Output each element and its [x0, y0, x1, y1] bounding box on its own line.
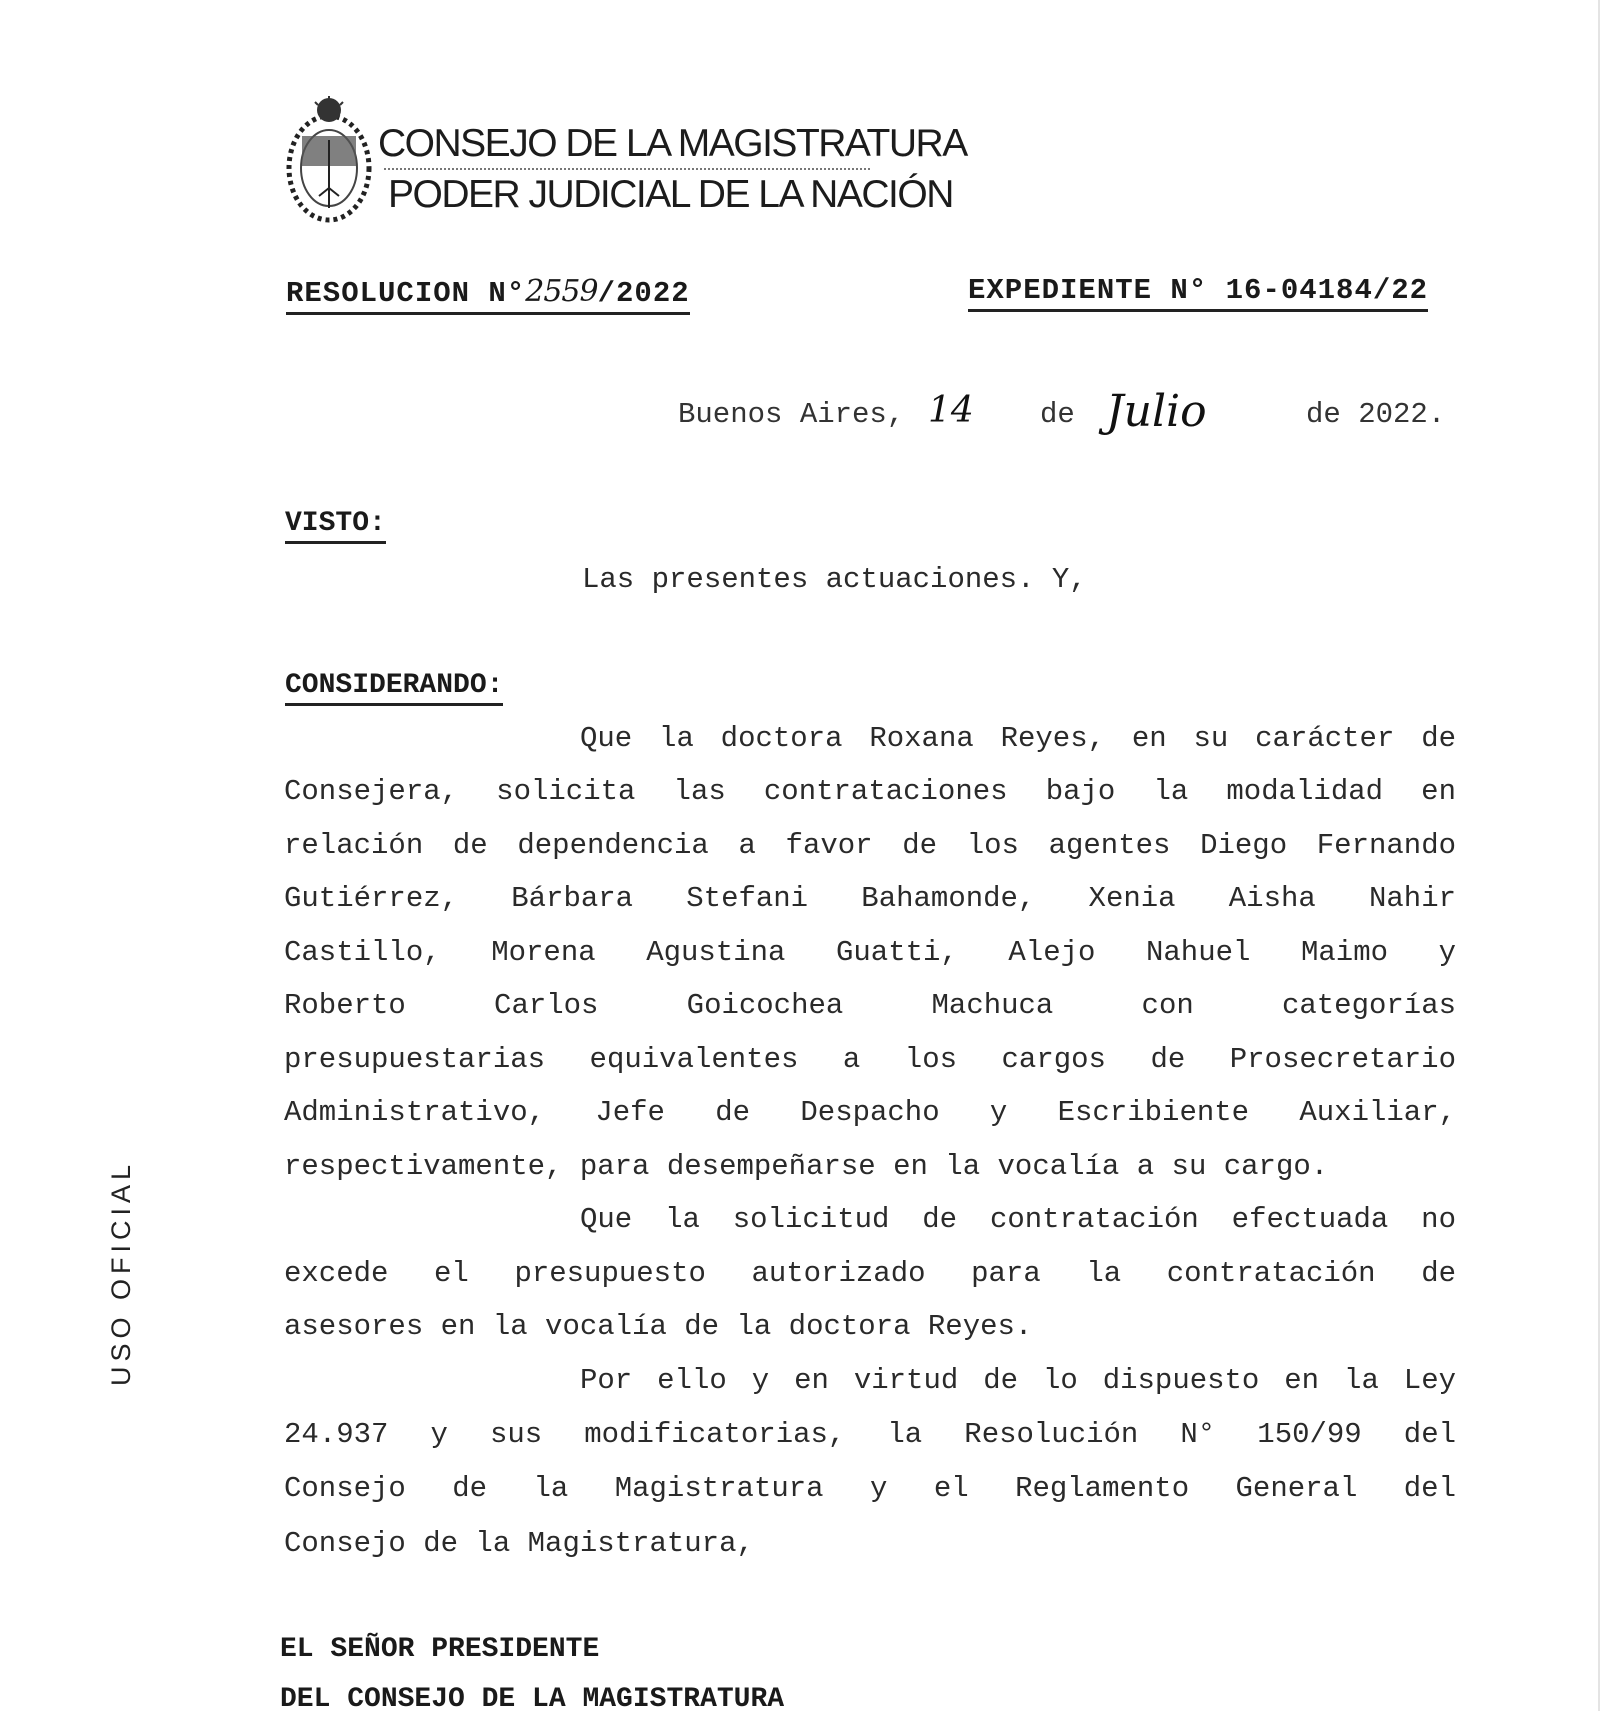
date-month-handwritten: Julio — [1106, 386, 1207, 437]
org-name-line2: PODER JUDICIAL DE LA NACIÓN — [388, 173, 953, 216]
paragraph-line: 24.937 y sus modificatorias, la Resolución N° 150/99 del — [284, 1418, 1456, 1451]
paragraph-line: Castillo, Morena Agustina Guatti, Alejo Nahuel Maimo y — [284, 936, 1456, 969]
paragraph-line: excede el presupuesto autorizado para la contratación de — [284, 1257, 1456, 1290]
coat-of-arms-seal — [283, 96, 379, 228]
org-divider — [384, 168, 870, 170]
paragraph-line: Que la solicitud de contratación efectuada no — [580, 1203, 1456, 1236]
closing-line2: DEL CONSEJO DE LA MAGISTRATURA — [280, 1684, 785, 1715]
date-year: de 2022. — [1306, 398, 1446, 431]
paragraph-line: Por ello y en virtud de lo dispuesto en la Ley — [580, 1364, 1456, 1397]
uso-oficial-label: USO OFICIAL — [106, 1159, 136, 1386]
paragraph-line: Que la doctora Roxana Reyes, en su carácter de — [580, 722, 1456, 755]
paragraph-line: asesores en la vocalía de la doctora Reyes. — [284, 1310, 1033, 1343]
expediente-number: EXPEDIENTE N° 16-04184/22 — [968, 274, 1428, 312]
paragraph-line: respectivamente, para desempeñarse en la vocalía a su cargo. — [284, 1150, 1329, 1183]
date-day-handwritten: 14 — [928, 390, 974, 431]
org-name-line1: CONSEJO DE LA MAGISTRATURA — [378, 122, 967, 165]
paragraph-line: Roberto Carlos Goicochea Machuca con categorías — [284, 989, 1456, 1022]
paragraph-line: Consejera, solicita las contrataciones bajo la modalidad en — [284, 775, 1456, 808]
paragraph-line: Gutiérrez, Bárbara Stefani Bahamonde, Xenia Aisha Nahir — [284, 882, 1456, 915]
paragraph-line: Consejo de la Magistratura, — [284, 1527, 754, 1560]
resolution-number: RESOLUCION N°2559/2022 — [286, 274, 690, 315]
visto-heading: VISTO: — [285, 508, 386, 544]
paragraph-line: Administrativo, Jefe de Despacho y Escribiente Auxiliar, — [284, 1096, 1456, 1129]
visto-text: Las presentes actuaciones. Y, — [582, 563, 1087, 596]
considerando-heading: CONSIDERANDO: — [285, 670, 503, 706]
resolution-number-handwritten: 2559 — [525, 274, 598, 309]
date-de-1: de — [1040, 398, 1075, 431]
paragraph-line: Consejo de la Magistratura y el Reglamento General del — [284, 1472, 1456, 1505]
paragraph-line: relación de dependencia a favor de los agentes Diego Fernando — [284, 829, 1456, 862]
paragraph-line: presupuestarias equivalentes a los cargos de Prosecretario — [284, 1043, 1456, 1076]
closing-line1: EL SEÑOR PRESIDENTE — [280, 1634, 600, 1665]
date-city: Buenos Aires, — [678, 398, 905, 431]
